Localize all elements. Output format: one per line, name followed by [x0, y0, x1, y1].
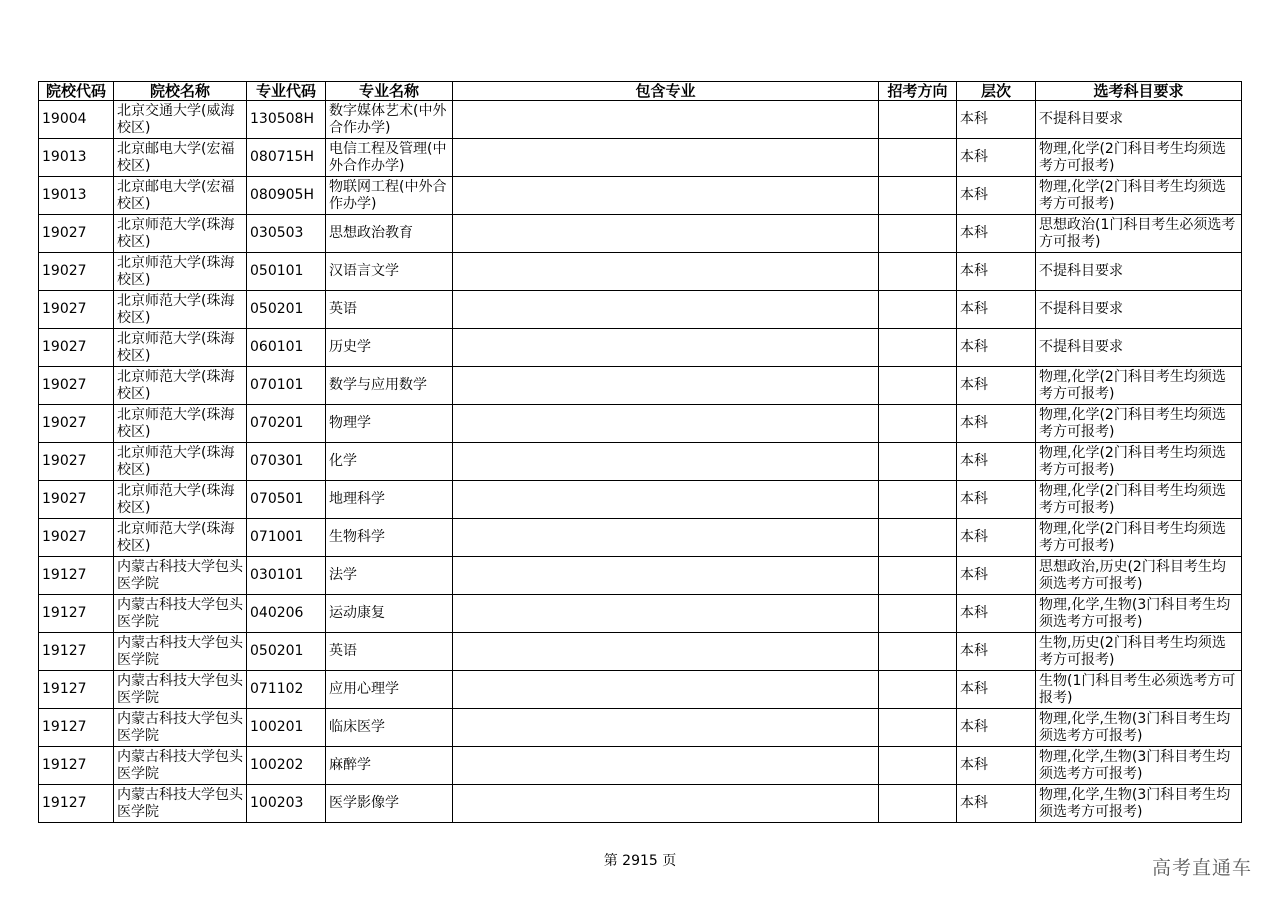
level-cell: 本科 — [957, 367, 1036, 405]
included-majors-cell — [453, 481, 879, 519]
direction-cell — [879, 101, 957, 139]
school-name-cell: 北京师范大学(珠海校区) — [114, 481, 247, 519]
subject-requirement-cell: 不提科目要求 — [1036, 253, 1242, 291]
major-code-cell: 050201 — [247, 291, 326, 329]
school-code-cell: 19013 — [39, 139, 114, 177]
school-name-cell: 北京师范大学(珠海校区) — [114, 519, 247, 557]
school-code-cell: 19127 — [39, 671, 114, 709]
direction-cell — [879, 291, 957, 329]
level-cell: 本科 — [957, 139, 1036, 177]
major-code-cell: 050201 — [247, 633, 326, 671]
school-name-cell: 北京邮电大学(宏福校区) — [114, 139, 247, 177]
included-majors-cell — [453, 253, 879, 291]
school-name-cell: 内蒙古科技大学包头医学院 — [114, 633, 247, 671]
included-majors-cell — [453, 519, 879, 557]
subject-requirement-cell: 思想政治,历史(2门科目考生均须选考方可报考) — [1036, 557, 1242, 595]
major-name-cell: 化学 — [326, 443, 453, 481]
school-code-cell: 19004 — [39, 101, 114, 139]
school-name-cell: 北京师范大学(珠海校区) — [114, 329, 247, 367]
subject-requirement-cell: 物理,化学,生物(3门科目考生均须选考方可报考) — [1036, 747, 1242, 785]
level-cell: 本科 — [957, 329, 1036, 367]
school-code-cell: 19027 — [39, 367, 114, 405]
major-name-cell: 英语 — [326, 291, 453, 329]
direction-cell — [879, 671, 957, 709]
subject-requirement-cell: 物理,化学(2门科目考生均须选考方可报考) — [1036, 443, 1242, 481]
major-code-cell: 070201 — [247, 405, 326, 443]
major-code-cell: 100203 — [247, 785, 326, 823]
school-code-cell: 19013 — [39, 177, 114, 215]
included-majors-cell — [453, 633, 879, 671]
direction-cell — [879, 595, 957, 633]
school-name-cell: 内蒙古科技大学包头医学院 — [114, 747, 247, 785]
school-name-cell: 内蒙古科技大学包头医学院 — [114, 709, 247, 747]
level-cell: 本科 — [957, 785, 1036, 823]
level-cell: 本科 — [957, 633, 1036, 671]
subject-requirement-cell: 物理,化学(2门科目考生均须选考方可报考) — [1036, 367, 1242, 405]
included-majors-cell — [453, 405, 879, 443]
major-code-cell: 070101 — [247, 367, 326, 405]
direction-cell — [879, 177, 957, 215]
subject-requirement-cell: 生物,历史(2门科目考生均须选考方可报考) — [1036, 633, 1242, 671]
table-row — [39, 329, 1242, 367]
major-code-cell: 100201 — [247, 709, 326, 747]
level-cell: 本科 — [957, 291, 1036, 329]
table-row — [39, 481, 1242, 519]
school-name-cell: 北京师范大学(珠海校区) — [114, 443, 247, 481]
school-code-cell: 19127 — [39, 557, 114, 595]
school-code-cell: 19027 — [39, 329, 114, 367]
level-cell: 本科 — [957, 595, 1036, 633]
major-code-cell: 080905H — [247, 177, 326, 215]
major-code-cell: 050101 — [247, 253, 326, 291]
table-row — [39, 443, 1242, 481]
level-cell: 本科 — [957, 253, 1036, 291]
direction-cell — [879, 785, 957, 823]
subject-requirement-cell: 物理,化学(2门科目考生均须选考方可报考) — [1036, 177, 1242, 215]
level-cell: 本科 — [957, 519, 1036, 557]
direction-cell — [879, 215, 957, 253]
subject-requirement-cell: 生物(1门科目考生必须选考方可报考) — [1036, 671, 1242, 709]
included-majors-cell — [453, 785, 879, 823]
major-code-cell: 080715H — [247, 139, 326, 177]
level-cell: 本科 — [957, 747, 1036, 785]
included-majors-cell — [453, 139, 879, 177]
table-row — [39, 671, 1242, 709]
direction-cell — [879, 747, 957, 785]
level-cell: 本科 — [957, 405, 1036, 443]
school-name-cell: 北京师范大学(珠海校区) — [114, 367, 247, 405]
major-name-cell: 物理学 — [326, 405, 453, 443]
admission-table — [38, 81, 1242, 823]
major-code-cell: 100202 — [247, 747, 326, 785]
major-name-cell: 数学与应用数学 — [326, 367, 453, 405]
subject-requirement-cell: 物理,化学(2门科目考生均须选考方可报考) — [1036, 405, 1242, 443]
major-name-cell: 临床医学 — [326, 709, 453, 747]
school-name-cell: 北京交通大学(威海校区) — [114, 101, 247, 139]
major-name-cell: 思想政治教育 — [326, 215, 453, 253]
table-row — [39, 747, 1242, 785]
header-included-majors: 包含专业 — [453, 82, 879, 101]
school-name-cell: 内蒙古科技大学包头医学院 — [114, 785, 247, 823]
subject-requirement-cell: 物理,化学(2门科目考生均须选考方可报考) — [1036, 139, 1242, 177]
subject-requirement-cell: 物理,化学,生物(3门科目考生均须选考方可报考) — [1036, 595, 1242, 633]
included-majors-cell — [453, 367, 879, 405]
level-cell: 本科 — [957, 215, 1036, 253]
school-code-cell: 19027 — [39, 519, 114, 557]
table-row — [39, 633, 1242, 671]
school-code-cell: 19027 — [39, 291, 114, 329]
table-body — [39, 101, 1242, 823]
school-name-cell: 北京邮电大学(宏福校区) — [114, 177, 247, 215]
major-code-cell: 071102 — [247, 671, 326, 709]
level-cell: 本科 — [957, 481, 1036, 519]
level-cell: 本科 — [957, 443, 1036, 481]
major-name-cell: 电信工程及管理(中外合作办学) — [326, 139, 453, 177]
major-name-cell: 物联网工程(中外合作办学) — [326, 177, 453, 215]
included-majors-cell — [453, 671, 879, 709]
major-name-cell: 英语 — [326, 633, 453, 671]
subject-requirement-cell: 物理,化学,生物(3门科目考生均须选考方可报考) — [1036, 785, 1242, 823]
level-cell: 本科 — [957, 177, 1036, 215]
table-row — [39, 101, 1242, 139]
school-code-cell: 19127 — [39, 785, 114, 823]
direction-cell — [879, 405, 957, 443]
level-cell: 本科 — [957, 709, 1036, 747]
school-name-cell: 内蒙古科技大学包头医学院 — [114, 671, 247, 709]
table-row — [39, 405, 1242, 443]
table-row — [39, 519, 1242, 557]
table-row — [39, 709, 1242, 747]
subject-requirement-cell: 物理,化学,生物(3门科目考生均须选考方可报考) — [1036, 709, 1242, 747]
header-school-code: 院校代码 — [39, 82, 114, 101]
school-name-cell: 北京师范大学(珠海校区) — [114, 253, 247, 291]
included-majors-cell — [453, 443, 879, 481]
major-name-cell: 汉语言文学 — [326, 253, 453, 291]
major-name-cell: 运动康复 — [326, 595, 453, 633]
direction-cell — [879, 329, 957, 367]
table-row — [39, 139, 1242, 177]
included-majors-cell — [453, 101, 879, 139]
major-code-cell: 070301 — [247, 443, 326, 481]
direction-cell — [879, 633, 957, 671]
school-name-cell: 北京师范大学(珠海校区) — [114, 291, 247, 329]
school-code-cell: 19127 — [39, 747, 114, 785]
subject-requirement-cell: 不提科目要求 — [1036, 291, 1242, 329]
included-majors-cell — [453, 215, 879, 253]
included-majors-cell — [453, 557, 879, 595]
subject-requirement-cell: 物理,化学(2门科目考生均须选考方可报考) — [1036, 481, 1242, 519]
subject-requirement-cell: 不提科目要求 — [1036, 329, 1242, 367]
direction-cell — [879, 367, 957, 405]
table-row — [39, 291, 1242, 329]
major-code-cell: 130508H — [247, 101, 326, 139]
header-direction: 招考方向 — [879, 82, 957, 101]
header-subject-requirement: 选考科目要求 — [1036, 82, 1242, 101]
table-row — [39, 595, 1242, 633]
table-row — [39, 785, 1242, 823]
major-name-cell: 麻醉学 — [326, 747, 453, 785]
table-row — [39, 557, 1242, 595]
header-major-name: 专业名称 — [326, 82, 453, 101]
direction-cell — [879, 139, 957, 177]
major-code-cell: 060101 — [247, 329, 326, 367]
direction-cell — [879, 253, 957, 291]
direction-cell — [879, 557, 957, 595]
school-code-cell: 19127 — [39, 709, 114, 747]
subject-requirement-cell: 不提科目要求 — [1036, 101, 1242, 139]
table-row — [39, 367, 1242, 405]
direction-cell — [879, 481, 957, 519]
header-row — [39, 82, 1242, 101]
page-number: 第 2915 页 — [603, 853, 677, 869]
major-code-cell: 070501 — [247, 481, 326, 519]
school-code-cell: 19027 — [39, 443, 114, 481]
school-code-cell: 19027 — [39, 405, 114, 443]
included-majors-cell — [453, 595, 879, 633]
school-code-cell: 19027 — [39, 215, 114, 253]
major-code-cell: 030101 — [247, 557, 326, 595]
school-name-cell: 北京师范大学(珠海校区) — [114, 405, 247, 443]
table-row — [39, 253, 1242, 291]
header-level: 层次 — [957, 82, 1036, 101]
major-code-cell: 030503 — [247, 215, 326, 253]
header-school-name: 院校名称 — [114, 82, 247, 101]
level-cell: 本科 — [957, 101, 1036, 139]
major-name-cell: 应用心理学 — [326, 671, 453, 709]
major-name-cell: 地理科学 — [326, 481, 453, 519]
included-majors-cell — [453, 177, 879, 215]
school-code-cell: 19027 — [39, 481, 114, 519]
school-code-cell: 19127 — [39, 595, 114, 633]
included-majors-cell — [453, 291, 879, 329]
included-majors-cell — [453, 709, 879, 747]
major-name-cell: 法学 — [326, 557, 453, 595]
school-name-cell: 内蒙古科技大学包头医学院 — [114, 557, 247, 595]
direction-cell — [879, 519, 957, 557]
major-name-cell: 生物科学 — [326, 519, 453, 557]
school-name-cell: 内蒙古科技大学包头医学院 — [114, 595, 247, 633]
major-code-cell: 040206 — [247, 595, 326, 633]
major-code-cell: 071001 — [247, 519, 326, 557]
subject-requirement-cell: 物理,化学(2门科目考生均须选考方可报考) — [1036, 519, 1242, 557]
major-name-cell: 历史学 — [326, 329, 453, 367]
level-cell: 本科 — [957, 671, 1036, 709]
major-name-cell: 医学影像学 — [326, 785, 453, 823]
table-row — [39, 177, 1242, 215]
watermark: 高考直通车 — [1151, 857, 1252, 879]
level-cell: 本科 — [957, 557, 1036, 595]
included-majors-cell — [453, 747, 879, 785]
direction-cell — [879, 709, 957, 747]
school-code-cell: 19127 — [39, 633, 114, 671]
header-major-code: 专业代码 — [247, 82, 326, 101]
subject-requirement-cell: 思想政治(1门科目考生必须选考方可报考) — [1036, 215, 1242, 253]
school-code-cell: 19027 — [39, 253, 114, 291]
direction-cell — [879, 443, 957, 481]
school-name-cell: 北京师范大学(珠海校区) — [114, 215, 247, 253]
included-majors-cell — [453, 329, 879, 367]
table-row — [39, 215, 1242, 253]
major-name-cell: 数字媒体艺术(中外合作办学) — [326, 101, 453, 139]
